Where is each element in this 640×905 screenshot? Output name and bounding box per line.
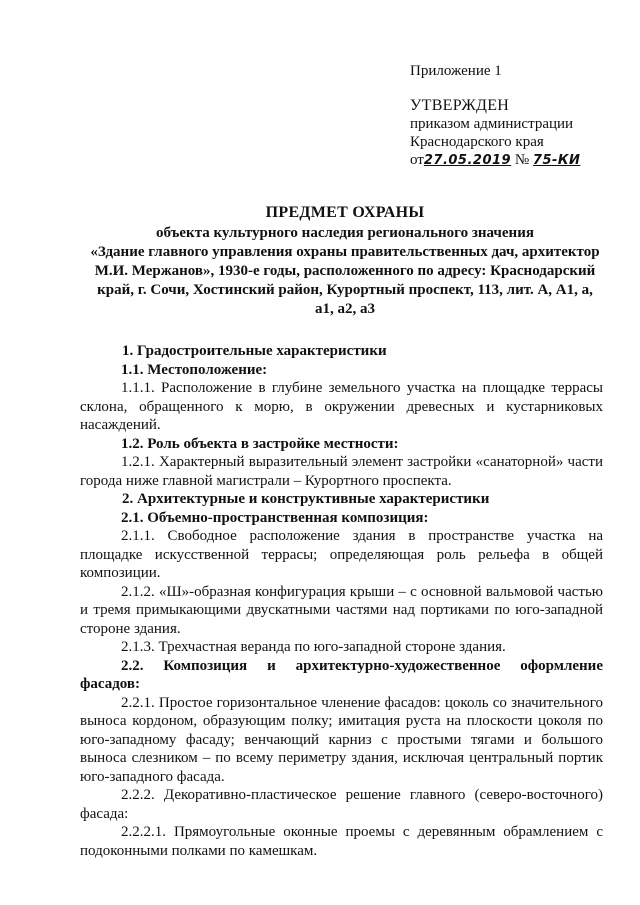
section-2-2-heading [80,657,603,676]
approval-block [410,62,635,170]
section-2-2-number: 2.2. [121,657,144,674]
appendix-label: Приложение 1 [410,63,502,79]
approval-date-line [410,151,635,170]
approved-label: УТВЕРЖДЕН [410,97,510,114]
paragraph-2-2-2: 2.2.2. Декоративно-пластическое решение главного (северо-восточного) фасада: [80,787,603,822]
section-2-2-heading-end: фасадов: [80,676,141,692]
approved-region-line: Краснодарского края [410,134,544,150]
title-line-4: край, г. Сочи, Хостинский район, Курортный проспект, 113, лит. А, А1, а, [97,282,593,298]
paragraph-2-1-2: 2.1.2. «Ш»-образная конфигурация крыши – с основной вальмовой частью и тремя примыкающими двускатными частями над портиками по юго-западной стороне здания. [80,583,603,637]
section-2-2-word-1: Композиция [163,657,248,674]
paragraph-2-1-1: 2.1.1. Свободное расположение здания в пространстве участка на площадке искусственной террасы; определяющая роль рельефа в общей композиции. [80,528,603,581]
handwritten-number: 75-КИ [532,153,581,168]
number-prefix: № [514,152,530,168]
title-line-3: М.И. Мержанов», 1930-е годы, расположенного по адресу: Краснодарский [94,263,596,279]
section-2-1-heading: 2.1. Объемно-пространственная композиция: [121,509,429,526]
section-1-2-heading: 1.2. Роль объекта в застройке местности: [121,435,399,452]
title-line-2: «Здание главного управления охраны правительственных дач, архитектор [90,244,600,260]
paragraph-1-2-1: 1.2.1. Характерный выразительный элемент застройки «санаторной» части города ниже главной магистрали – Курортного проспекта. [80,454,603,489]
paragraph-2-1-3: 2.1.3. Трехчастная веранда по юго-западной стороне здания. [121,639,506,655]
title-line-5: а1, а2, а3 [315,301,375,317]
section-1-heading: 1. Градостроительные характеристики [122,343,387,359]
document-title: ПРЕДМЕТ ОХРАНЫ [265,204,425,221]
section-1-1-heading: 1.1. Местоположение: [121,361,268,378]
paragraph-1-1-1: 1.1.1. Расположение в глубине земельного участка на площадке террасы склона, обращенного к морю, в окружении древесных и кустарниковых насаждений. [80,380,603,433]
title-line-1: объекта культурного наследия регионального значения [156,225,534,241]
section-2-2-word-2: и [267,657,276,674]
paragraph-2-2-2-1: 2.2.2.1. Прямоугольные оконные проемы с деревянным обрамлением с подоконными полками по камешкам. [80,824,603,859]
paragraph-2-2-1: 2.2.1. Простое горизонтальное членение фасадов: цоколь со значительного выноса кордоном, образующим полку; имитация руста на плоскости цоколя по юго-западному фасаду; венчающий карниз с простыми тягами и большого выноса слезником – по всему периметру здания, исключая центральный портик юго-западного фасада. [80,694,603,785]
section-2-heading: 2. Архитектурные и конструктивные характеристики [122,491,490,507]
document-body [80,342,603,860]
document-title-block [80,203,610,319]
handwritten-date: 27.05.2019 [423,153,512,168]
approved-by-line: приказом администрации [410,116,574,132]
section-2-2-word-4: оформление [520,657,603,674]
date-prefix: от [410,152,424,168]
section-2-2-word-3: архитектурно-художественное [295,657,501,674]
